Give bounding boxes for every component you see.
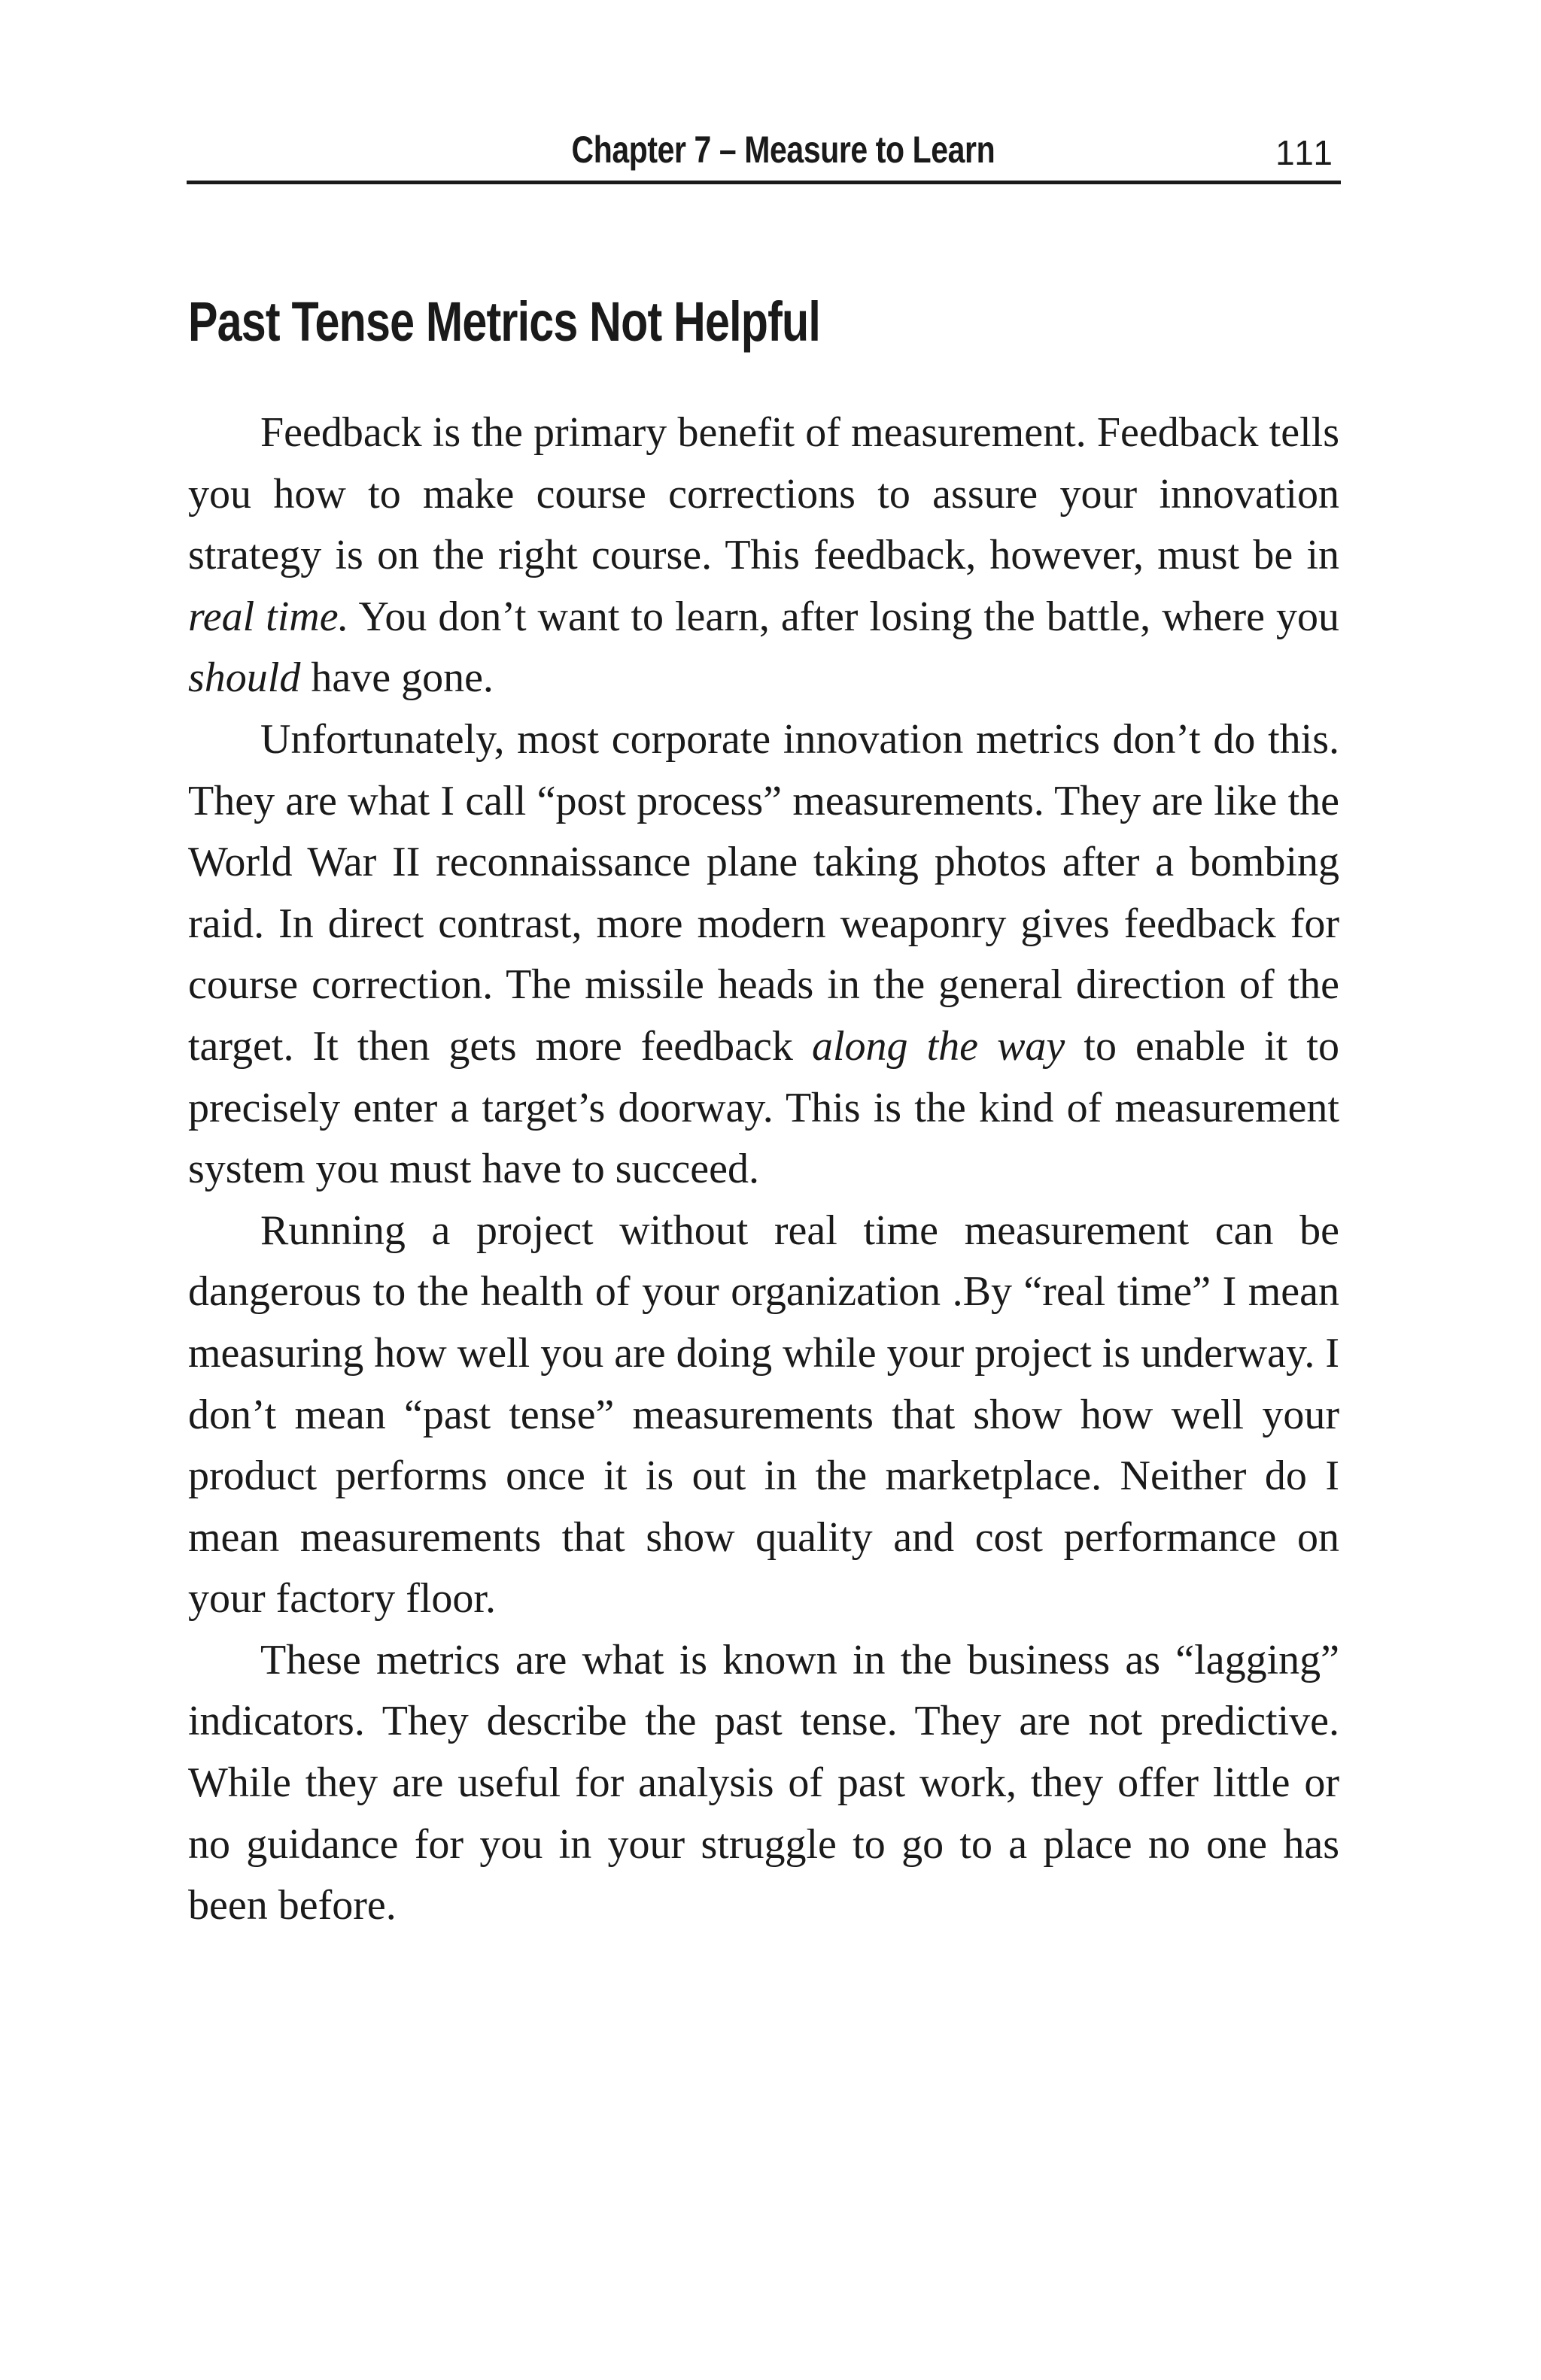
paragraph-1-emphasis-real-time: real time.: [188, 593, 349, 640]
paragraph-1: [188, 402, 1339, 709]
paragraph-2-text-b: to enable it to precisely enter a target’s doorway. This is the kind of measurement system you must have to succeed.: [188, 1022, 1339, 1193]
paragraph-1-text-c: have gone.: [300, 654, 494, 702]
paragraph-2: [188, 709, 1339, 1201]
paragraph-1-emphasis-should: should: [188, 654, 301, 702]
page-number: 111: [1275, 133, 1335, 172]
body-text: [188, 402, 1339, 1937]
paragraph-2-text-a: Unfortunately, most corporate innovation metrics don’t do this. They are what I call “post process” measurements. They are like the World War II reconnaissance plane taking photos after a bombing raid. In direct contrast, more modern weaponry gives feedback for course correction. The missile heads in the general direction of the target. It then gets more feedback: [188, 715, 1339, 1070]
running-header: [187, 113, 1341, 184]
section-heading: Past Tense Metrics Not Helpful: [188, 290, 821, 353]
paragraph-3: [188, 1201, 1339, 1630]
paragraph-1-text-a: Feedback is the primary benefit of measurement. Feedback tells you how to make course corrections to assure your innovation strategy is on the right course. This feedback, however, must be in: [188, 409, 1339, 579]
paragraph-4: [188, 1630, 1339, 1937]
paragraph-1-text-b: You don’t want to learn, after losing the battle, where you: [348, 593, 1339, 640]
chapter-title: Chapter 7 – Measure to Learn: [571, 129, 995, 171]
paragraph-4-text: These metrics are what is known in the business as “lagging” indicators. They describe the past tense. They are not predictive. While they are useful for analysis of past work, they offer little or no guidance for you in your struggle to go to a place no one has been before.: [188, 1636, 1339, 1929]
paragraph-3-text: Running a project without real time measurement can be dangerous to the health of your organization .By “real time” I mean measuring how well you are doing while your project is underway. I don’t mean “past tense” measurements that show how well your product performs once it is out in the marketplace. Neither do I mean measurements that show quality and cost performance on your factory floor.: [188, 1207, 1339, 1623]
paragraph-2-emphasis-along-the-way: along the way: [811, 1022, 1065, 1070]
